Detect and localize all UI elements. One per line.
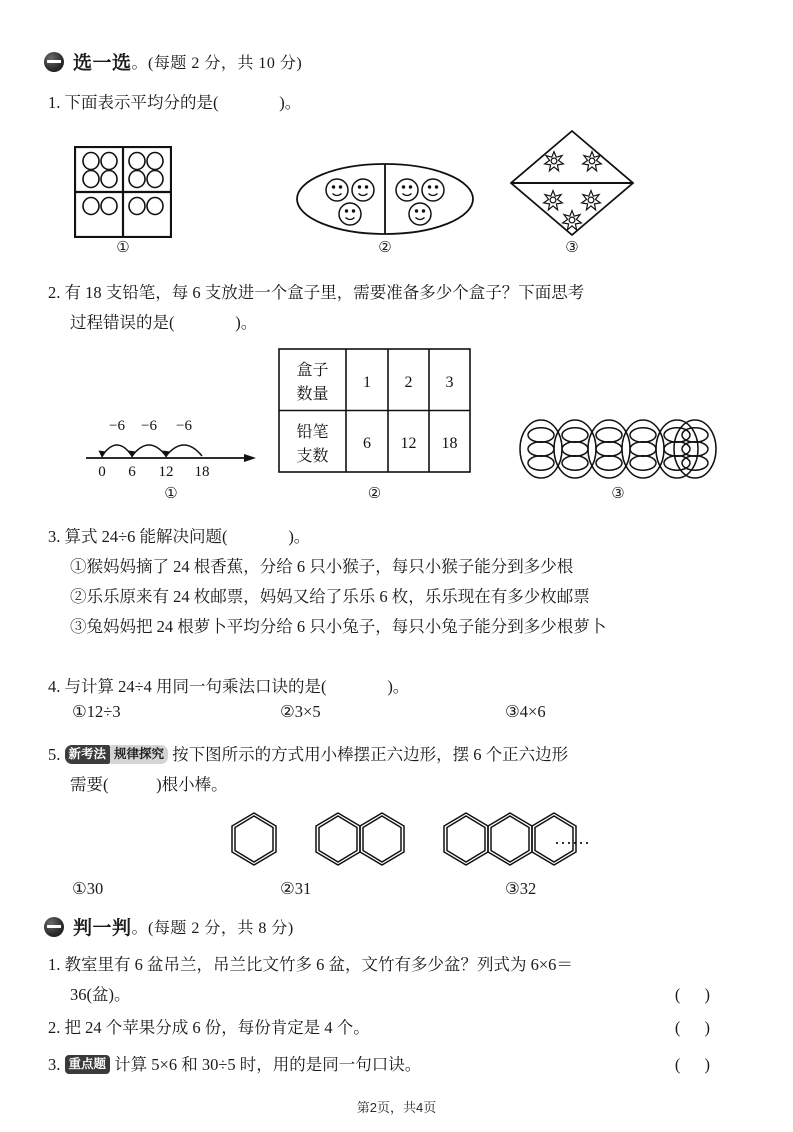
figure-caption-q2-3: ③ [611, 486, 625, 502]
section-title: 判一判 [73, 918, 132, 939]
tf-question-1-line1: 教室里有 6 盆吊兰，吊兰比文竹多 6 盆，文竹有多少盆？列式为 6×6＝ [64, 955, 573, 974]
figure-q1-grid [74, 146, 172, 238]
question-5-line1: 按下图所示的方式用小棒摆正六边形，摆 6 个正六边形 [172, 745, 569, 764]
figure-q1-rhombus [508, 128, 636, 238]
question-4-text-end: )。 [387, 677, 410, 696]
figure-q5-hexagons [224, 806, 594, 874]
question-4-option-2[interactable]: ②3×5 [280, 702, 321, 721]
question-2-line2: 过程错误的是( [70, 313, 175, 332]
tf-question-2-line1: 把 24 个苹果分成 6 份，每份肯定是 4 个。 [64, 1018, 370, 1037]
question-5-badge-new: 新考法 [65, 745, 111, 764]
question-3 [48, 522, 606, 642]
svg-text:……: …… [554, 828, 590, 848]
svg-text:18: 18 [194, 464, 210, 480]
tf-question-3-badge: 重点题 [65, 1055, 111, 1074]
question-4-option-3[interactable]: ③4×6 [505, 702, 546, 721]
figure-q1-ellipse [295, 162, 475, 236]
svg-text:2: 2 [404, 374, 413, 391]
figure-caption-q1-1: ① [116, 240, 130, 256]
question-4-number: 4. [48, 677, 61, 696]
svg-text:3: 3 [445, 374, 454, 391]
question-5-option-2[interactable]: ②31 [280, 879, 312, 898]
tf-question-2 [48, 1013, 748, 1043]
question-3-text-end: )。 [288, 527, 311, 546]
section-heading-truefalse [44, 913, 294, 940]
question-1-text-end: )。 [279, 93, 302, 112]
question-4-text: 与计算 24÷4 用同一句乘法口诀的是( [64, 677, 327, 696]
tf-question-1-line2: 36(盆)。 [70, 985, 131, 1004]
svg-text:盒子: 盒子 [296, 362, 329, 379]
figure-caption-q1-3: ③ [565, 240, 579, 256]
svg-text:铅笔: 铅笔 [296, 424, 329, 441]
question-1-text: 下面表示平均分的是( [64, 93, 219, 112]
figure-q2-numberline [86, 412, 256, 484]
question-3-option-2[interactable]: ②乐乐原来有 24 枚邮票，妈妈又给了乐乐 6 枚，乐乐现在有多少枚邮票 [70, 587, 590, 606]
svg-text:6: 6 [363, 435, 371, 452]
question-3-blank[interactable] [232, 527, 285, 546]
svg-text:−6: −6 [141, 418, 157, 434]
question-4-blank[interactable] [331, 677, 384, 696]
tf-question-3 [48, 1050, 748, 1080]
question-2-line1: 有 18 支铅笔，每 6 支放进一个盒子里，需要准备多少个盒子？下面思考 [64, 283, 585, 302]
question-5-option-1[interactable]: ①30 [72, 879, 104, 898]
svg-text:支数: 支数 [296, 448, 329, 465]
question-2-blank[interactable] [179, 313, 232, 332]
svg-text:−6: −6 [109, 418, 125, 434]
question-2 [48, 278, 584, 338]
question-3-number: 3. [48, 527, 61, 546]
figure-caption-q1-2: ② [378, 240, 392, 256]
question-1 [48, 88, 301, 118]
page-footer: 第2页，共4页 [356, 1100, 437, 1115]
svg-text:−6: −6 [176, 418, 192, 434]
question-5-line2-mid: )根小棒。 [156, 775, 228, 794]
question-1-blank[interactable] [223, 93, 276, 112]
tf-question-2-answer[interactable]: ( ) [674, 1018, 720, 1037]
figure-caption-q2-2: ② [367, 486, 382, 502]
question-3-text: 算式 24÷6 能解决问题( [64, 527, 228, 546]
section-score: 。(每题 2 分，共 8 分) [131, 920, 294, 937]
svg-text:12: 12 [158, 464, 174, 480]
question-2-number: 2. [48, 283, 61, 302]
question-2-line2-end: )。 [235, 313, 258, 332]
question-5-line2: 需要( [70, 775, 109, 794]
question-5-option-3[interactable]: ③32 [505, 879, 537, 898]
tf-question-2-number: 2. [48, 1018, 61, 1037]
svg-text:6: 6 [128, 464, 136, 480]
tf-question-3-answer[interactable]: ( ) [674, 1055, 720, 1074]
question-3-option-3[interactable]: ③兔妈妈把 24 根萝卜平均分给 6 只小兔子，每只小兔子能分到多少根萝卜 [70, 617, 607, 636]
tf-question-3-line1: 计算 5×6 和 30÷5 时，用的是同一句口诀。 [114, 1055, 422, 1074]
tf-question-1 [48, 950, 748, 1010]
section-title: 选一选 [73, 53, 132, 74]
tf-question-3-number: 3. [48, 1055, 61, 1074]
question-5-badge-pattern: 规律探究 [110, 745, 168, 764]
circle-bar-icon [44, 917, 64, 937]
question-4 [48, 672, 409, 702]
question-5 [48, 740, 568, 800]
figure-q2-ovalgroups [519, 418, 717, 480]
svg-text:18: 18 [441, 435, 458, 452]
svg-text:1: 1 [363, 374, 371, 391]
question-3-option-1[interactable]: ①猴妈妈摘了 24 根香蕉，分给 6 只小猴子，每只小猴子能分到多少根 [70, 557, 574, 576]
figure-q2-table [278, 348, 471, 473]
tf-question-1-answer[interactable]: ( ) [674, 985, 720, 1004]
svg-text:12: 12 [400, 435, 417, 452]
section-score: 。(每题 2 分，共 10 分) [131, 55, 303, 72]
question-5-blank[interactable] [113, 775, 152, 794]
question-5-number: 5. [48, 745, 61, 764]
svg-text:数量: 数量 [296, 386, 329, 403]
svg-text:0: 0 [98, 464, 106, 480]
tf-question-1-number: 1. [48, 955, 61, 974]
circle-bar-icon [44, 52, 64, 72]
figure-caption-q2-1: ① [164, 486, 178, 502]
question-1-number: 1. [48, 93, 61, 112]
section-heading-choice [44, 48, 302, 75]
question-4-option-1[interactable]: ①12÷3 [72, 702, 121, 721]
